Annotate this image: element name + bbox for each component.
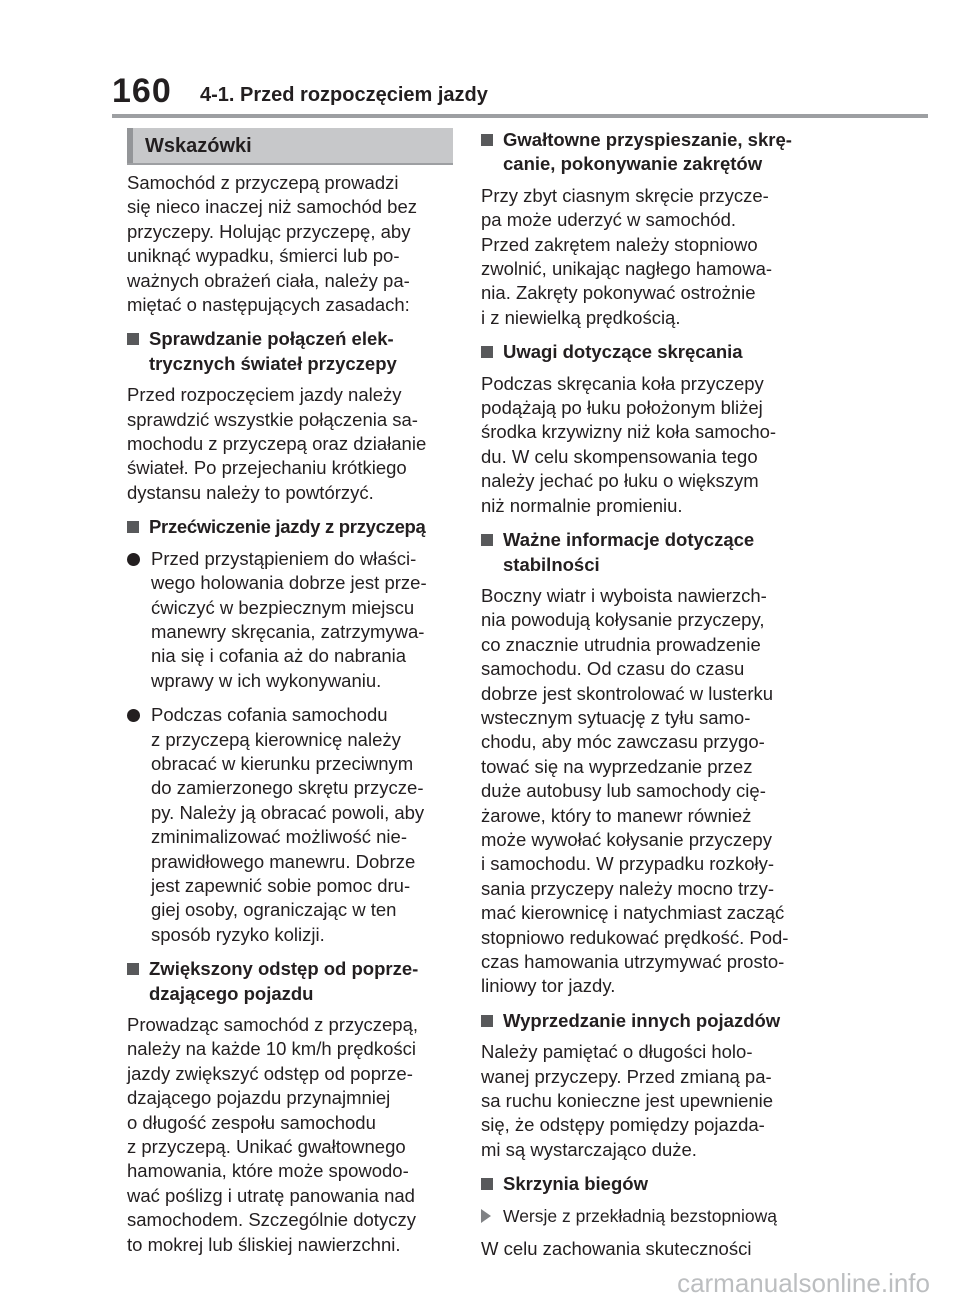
text-line: miętać o następujących zasadach:: [127, 294, 410, 316]
text-line: Przed rozpoczęciem jazdy należy: [127, 384, 402, 406]
text-line: jest zapewnić sobie pomoc dru-: [151, 874, 411, 896]
text-line: Przed przystąpieniem do właści-: [151, 547, 417, 569]
right-column: [481, 128, 803, 1271]
text-line: tować się na wyprzedzanie przez: [481, 755, 753, 777]
triangle-marker-icon: [481, 1209, 491, 1223]
text-line: stabilności: [503, 553, 600, 575]
text-line: się, że odstępy pomiędzy pojazda-: [481, 1114, 765, 1136]
text-line: Podczas cofania samochodu: [151, 704, 388, 726]
stability-paragraph: [481, 584, 803, 999]
acceleration-paragraph: [481, 184, 803, 330]
text-line: canie, pokonywanie zakrętów: [503, 153, 763, 175]
text-line: py. Należy ją obracać powoli, aby: [151, 801, 425, 823]
electrical-paragraph: [127, 383, 453, 505]
text-line: Przy zbyt ciasnym skręcie przycze-: [481, 184, 769, 206]
square-bullet-icon: [481, 534, 493, 546]
text-line: Podczas skręcania koła przyczepy: [481, 372, 764, 394]
intro-paragraph: [127, 171, 453, 317]
text-line: to mokrej lub śliskiej nawierzchni.: [127, 1233, 401, 1255]
text-line: wać poślizg i utratę panowania nad: [127, 1184, 415, 1206]
text-line: podążają po łuku położonym bliżej: [481, 397, 763, 419]
text-line: manewry skręcania, zatrzymywa-: [151, 620, 425, 642]
text-line: nia. Zakręty pokonywać ostrożnie: [481, 282, 756, 304]
text-line: Sprawdzanie połączeń elek-: [149, 328, 394, 350]
text-line: do zamierzonego skrętu przycze-: [151, 777, 424, 799]
text-line: Wyprzedzanie innych pojazdów: [503, 1009, 781, 1031]
text-line: Ważne informacje dotyczące: [503, 529, 755, 551]
text-line: sposób ryzyko kolizji.: [151, 923, 325, 945]
section-title: 4-1. Przed rozpoczęciem jazdy: [200, 84, 488, 106]
square-bullet-icon: [127, 521, 139, 533]
text-line: sa ruchu konieczne jest upewnienie: [481, 1090, 774, 1112]
text-line: dzającego pojazdu przynajmniej: [127, 1087, 391, 1109]
text-line: z przyczepą. Unikać gwałtownego: [127, 1136, 406, 1158]
text-line: niż normalnie promieniu.: [481, 494, 683, 516]
round-bullet-icon: [127, 709, 140, 722]
text-line: o długość zespołu samochodu: [127, 1111, 376, 1133]
text-line: uniknąć wypadku, śmierci lub po-: [127, 245, 400, 267]
text-line: Należy pamiętać o długości holo-: [481, 1041, 753, 1063]
section-heading-distance: [127, 957, 453, 1006]
text-line: Skrzynia biegów: [503, 1173, 648, 1195]
text-line: należy na każde 10 km/h prędkości: [127, 1038, 416, 1060]
text-line: ważnych obrażeń ciała, należy pa-: [127, 269, 410, 291]
text-line: wego holowania dobrze jest prze-: [151, 572, 427, 594]
square-bullet-icon: [481, 134, 493, 146]
text-line: jazdy zwiększyć odstęp od poprze-: [127, 1062, 413, 1084]
text-line: duże autobusy lub samochody cię-: [481, 780, 766, 802]
text-line: środka krzywizny niż koła samocho-: [481, 421, 777, 443]
text-line: Uwagi dotyczące skręcania: [503, 341, 743, 363]
text-line: samochodem. Szczególnie dotyczy: [127, 1209, 416, 1231]
transmission-paragraph: [481, 1237, 803, 1261]
text-line: Prowadząc samochód z przyczepą,: [127, 1014, 418, 1035]
text-line: wprawy w ich wykonywaniu.: [151, 669, 382, 691]
text-line: nia powodują kołysanie przyczepy,: [481, 609, 765, 631]
text-line: należy jechać po łuku o większym: [481, 470, 759, 492]
header-rule: [112, 114, 928, 118]
section-heading-electrical: [127, 327, 453, 376]
section-heading-practice: [127, 515, 453, 539]
text-line: hamowania, które może spowodo-: [127, 1160, 409, 1182]
watermark: carmanualsonline.info: [677, 1268, 930, 1298]
text-line: Gwałtowne przyspieszanie, skrę-: [503, 129, 792, 150]
section-heading-acceleration: [481, 128, 803, 177]
text-line: co znacznie utrudnia prowadzenie: [481, 633, 761, 655]
section-heading-transmission: [481, 1172, 803, 1196]
list-item: [127, 547, 453, 693]
text-line: liniowy tor jazdy.: [481, 975, 616, 997]
text-line: wstecznym sytuację z tyłu samo-: [481, 706, 751, 728]
text-line: prawidłowego manewru. Dobrze: [151, 850, 416, 872]
text-line: Samochód z przyczepą prowadzi: [127, 172, 399, 193]
square-bullet-icon: [481, 1015, 493, 1027]
text-line: dobrze jest skontrolować w lusterku: [481, 682, 774, 704]
text-line: stopniowo redukować prędkość. Pod-: [481, 926, 789, 948]
text-line: mi są wystarczająco duże.: [481, 1138, 697, 1160]
text-line: samochodu. Od czasu do czasu: [481, 658, 745, 680]
square-bullet-icon: [481, 1178, 493, 1190]
section-heading-overtaking: [481, 1009, 803, 1033]
turning-paragraph: [481, 372, 803, 518]
text-line: sprawdzić wszystkie połączenia sa-: [127, 408, 418, 430]
text-line: Zwiększony odstęp od poprze-: [149, 958, 419, 980]
round-bullet-icon: [127, 553, 140, 566]
text-line: wanej przyczepy. Przed zmianą pa-: [481, 1065, 772, 1087]
variant-label: Wersje z przekładnią bezstopniową: [481, 1204, 803, 1229]
text-line: zminimalizować możliwość nie-: [151, 826, 407, 848]
text-line: obracać w kierunku przeciwnym: [151, 752, 414, 774]
text-line: Przed zakrętem należy stopniowo: [481, 233, 758, 255]
text-line: trycznych świateł przyczepy: [149, 352, 397, 374]
text-line: i z niewielką prędkością.: [481, 306, 681, 328]
section-heading-stability: [481, 528, 803, 577]
text-line: się nieco inaczej niż samochód bez: [127, 196, 417, 218]
text-line: nia się i cofania aż do nabrania: [151, 645, 407, 667]
text-line: dystansu należy to powtórzyć.: [127, 481, 374, 503]
overtaking-paragraph: [481, 1040, 803, 1162]
tips-heading: Wskazówki: [127, 128, 453, 165]
text-line: giej osoby, ograniczając w ten: [151, 899, 397, 921]
text-line: du. W celu skompensowania tego: [481, 445, 758, 467]
text-line: świateł. Po przejechaniu krótkiego: [127, 457, 407, 479]
list-item: [127, 703, 453, 947]
text-line: żarowe, który to manewr również: [481, 804, 752, 826]
text-line: pa może uderzyć w samochód.: [481, 209, 737, 231]
text-line: może wywołać kołysanie przyczepy: [481, 828, 772, 850]
text-line: z przyczepą kierownicę należy: [151, 728, 401, 750]
text-line: mochodu z przyczepą oraz działanie: [127, 433, 427, 455]
text-line: dzającego pojazdu: [149, 982, 314, 1004]
text-line: przyczepy. Holując przyczepę, aby: [127, 220, 411, 242]
square-bullet-icon: [481, 346, 493, 358]
page-number: 160: [112, 72, 172, 110]
text-line: mać kierownicę i natychmiast zacząć: [481, 902, 785, 924]
text-line: zwolnić, unikając nagłego hamowa-: [481, 258, 773, 280]
text-line: chodu, aby móc zawczasu przygo-: [481, 731, 765, 753]
text-line: Przećwiczenie jazdy z przyczepą: [149, 516, 426, 538]
square-bullet-icon: [127, 333, 139, 345]
text-line: W celu zachowania skuteczności: [481, 1238, 752, 1260]
text-line: ćwiczyć w bezpiecznym miejscu: [151, 596, 415, 618]
text-line: czas hamowania utrzymywać prosto-: [481, 951, 785, 972]
text-line: Boczny wiatr i wyboista nawierzch-: [481, 584, 767, 606]
text-line: sania przyczepy należy mocno trzy-: [481, 877, 775, 899]
square-bullet-icon: [127, 963, 139, 975]
distance-paragraph: [127, 1013, 453, 1257]
left-column: [127, 128, 453, 1267]
text-line: i samochodu. W przypadku rozkoły-: [481, 853, 775, 875]
section-heading-turning: [481, 340, 803, 364]
